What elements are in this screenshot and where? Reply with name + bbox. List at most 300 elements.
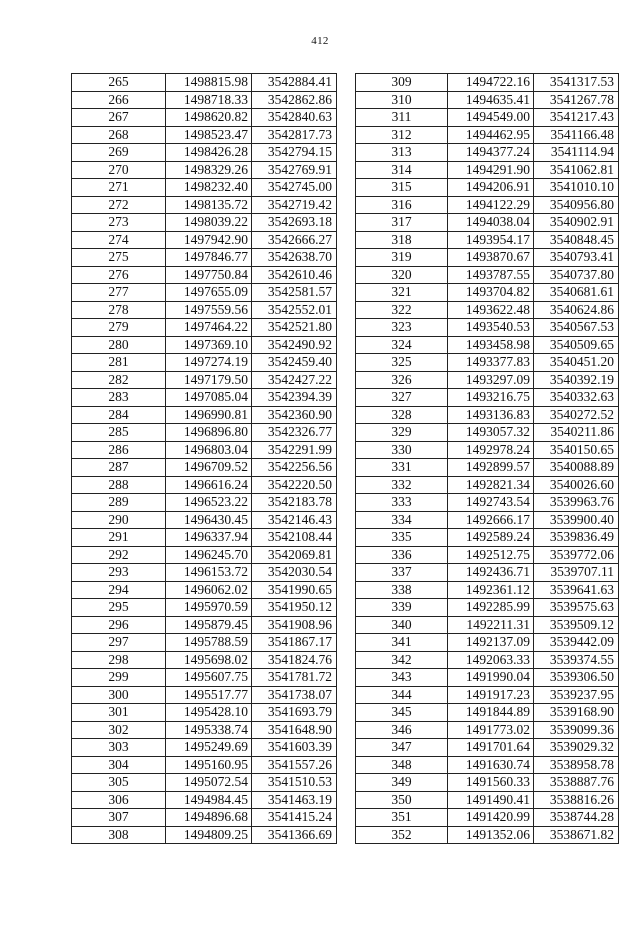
y-coordinate-cell: 3539900.40 [534, 511, 619, 529]
table-row [72, 301, 337, 319]
table-row [72, 791, 337, 809]
x-coordinate-cell: 1497942.90 [166, 231, 252, 249]
point-number-cell: 266 [72, 91, 166, 109]
table-row [72, 371, 337, 389]
y-coordinate-cell: 3540956.80 [534, 196, 619, 214]
table-row [72, 494, 337, 512]
x-coordinate-cell: 1496803.04 [166, 441, 252, 459]
point-number-cell: 292 [72, 546, 166, 564]
point-number-cell: 328 [356, 406, 448, 424]
table-row [356, 476, 619, 494]
x-coordinate-cell: 1494549.00 [448, 109, 534, 127]
point-number-cell: 272 [72, 196, 166, 214]
x-coordinate-cell: 1493057.32 [448, 424, 534, 442]
point-number-cell: 284 [72, 406, 166, 424]
y-coordinate-cell: 3539442.09 [534, 634, 619, 652]
table-row [356, 424, 619, 442]
table-row [72, 651, 337, 669]
x-coordinate-cell: 1493622.48 [448, 301, 534, 319]
table-row [356, 284, 619, 302]
table-row [72, 336, 337, 354]
page-number: 412 [311, 35, 329, 47]
table-row [72, 511, 337, 529]
table-row [356, 126, 619, 144]
x-coordinate-cell: 1494462.95 [448, 126, 534, 144]
table-row [72, 774, 337, 792]
x-coordinate-cell: 1492137.09 [448, 634, 534, 652]
point-number-cell: 283 [72, 389, 166, 407]
x-coordinate-cell: 1496896.80 [166, 424, 252, 442]
y-coordinate-cell: 3541557.26 [252, 756, 337, 774]
table-row [356, 371, 619, 389]
table-row [356, 109, 619, 127]
x-coordinate-cell: 1493704.82 [448, 284, 534, 302]
table-row [356, 651, 619, 669]
point-number-cell: 326 [356, 371, 448, 389]
y-coordinate-cell: 3540026.60 [534, 476, 619, 494]
point-number-cell: 333 [356, 494, 448, 512]
point-number-cell: 287 [72, 459, 166, 477]
y-coordinate-cell: 3542394.39 [252, 389, 337, 407]
point-number-cell: 310 [356, 91, 448, 109]
y-coordinate-cell: 3538887.76 [534, 774, 619, 792]
table-row [356, 336, 619, 354]
y-coordinate-cell: 3542719.42 [252, 196, 337, 214]
y-coordinate-cell: 3542183.78 [252, 494, 337, 512]
x-coordinate-cell: 1491701.64 [448, 739, 534, 757]
point-number-cell: 301 [72, 704, 166, 722]
point-number-cell: 282 [72, 371, 166, 389]
y-coordinate-cell: 3541648.90 [252, 721, 337, 739]
y-coordinate-cell: 3541693.79 [252, 704, 337, 722]
point-number-cell: 299 [72, 669, 166, 687]
x-coordinate-cell: 1493458.98 [448, 336, 534, 354]
coordinates-table-right [355, 73, 619, 844]
point-number-cell: 324 [356, 336, 448, 354]
y-coordinate-cell: 3539963.76 [534, 494, 619, 512]
point-number-cell: 320 [356, 266, 448, 284]
y-coordinate-cell: 3540509.65 [534, 336, 619, 354]
x-coordinate-cell: 1492285.99 [448, 599, 534, 617]
y-coordinate-cell: 3539641.63 [534, 581, 619, 599]
x-coordinate-cell: 1496616.24 [166, 476, 252, 494]
point-number-cell: 298 [72, 651, 166, 669]
table-row [356, 809, 619, 827]
table-row [72, 74, 337, 92]
y-coordinate-cell: 3542427.22 [252, 371, 337, 389]
table-row [72, 476, 337, 494]
table-row [72, 389, 337, 407]
point-number-cell: 295 [72, 599, 166, 617]
x-coordinate-cell: 1491490.41 [448, 791, 534, 809]
x-coordinate-cell: 1491917.23 [448, 686, 534, 704]
table-row [72, 196, 337, 214]
point-number-cell: 350 [356, 791, 448, 809]
table-row [356, 599, 619, 617]
table-row [356, 774, 619, 792]
x-coordinate-cell: 1494206.91 [448, 179, 534, 197]
point-number-cell: 343 [356, 669, 448, 687]
point-number-cell: 265 [72, 74, 166, 92]
point-number-cell: 274 [72, 231, 166, 249]
table-row [72, 616, 337, 634]
table-row [356, 179, 619, 197]
x-coordinate-cell: 1493540.53 [448, 319, 534, 337]
y-coordinate-cell: 3542220.50 [252, 476, 337, 494]
point-number-cell: 338 [356, 581, 448, 599]
point-number-cell: 285 [72, 424, 166, 442]
x-coordinate-cell: 1496990.81 [166, 406, 252, 424]
y-coordinate-cell: 3540567.53 [534, 319, 619, 337]
x-coordinate-cell: 1493954.17 [448, 231, 534, 249]
table-row [356, 546, 619, 564]
x-coordinate-cell: 1492211.31 [448, 616, 534, 634]
x-coordinate-cell: 1498620.82 [166, 109, 252, 127]
table-row [72, 406, 337, 424]
point-number-cell: 323 [356, 319, 448, 337]
x-coordinate-cell: 1492743.54 [448, 494, 534, 512]
table-row [72, 459, 337, 477]
table-row [72, 144, 337, 162]
x-coordinate-cell: 1492436.71 [448, 564, 534, 582]
x-coordinate-cell: 1495249.69 [166, 739, 252, 757]
x-coordinate-cell: 1498232.40 [166, 179, 252, 197]
point-number-cell: 280 [72, 336, 166, 354]
y-coordinate-cell: 3540902.91 [534, 214, 619, 232]
table-row [72, 91, 337, 109]
table-row [356, 494, 619, 512]
point-number-cell: 327 [356, 389, 448, 407]
y-coordinate-cell: 3542459.40 [252, 354, 337, 372]
table-row [356, 441, 619, 459]
y-coordinate-cell: 3541950.12 [252, 599, 337, 617]
point-number-cell: 336 [356, 546, 448, 564]
table-row [356, 249, 619, 267]
x-coordinate-cell: 1495698.02 [166, 651, 252, 669]
point-number-cell: 286 [72, 441, 166, 459]
y-coordinate-cell: 3538671.82 [534, 826, 619, 844]
x-coordinate-cell: 1495160.95 [166, 756, 252, 774]
point-number-cell: 312 [356, 126, 448, 144]
point-number-cell: 345 [356, 704, 448, 722]
point-number-cell: 297 [72, 634, 166, 652]
x-coordinate-cell: 1495428.10 [166, 704, 252, 722]
x-coordinate-cell: 1495072.54 [166, 774, 252, 792]
point-number-cell: 317 [356, 214, 448, 232]
x-coordinate-cell: 1497464.22 [166, 319, 252, 337]
point-number-cell: 334 [356, 511, 448, 529]
y-coordinate-cell: 3542146.43 [252, 511, 337, 529]
x-coordinate-cell: 1493216.75 [448, 389, 534, 407]
point-number-cell: 277 [72, 284, 166, 302]
y-coordinate-cell: 3539772.06 [534, 546, 619, 564]
y-coordinate-cell: 3542666.27 [252, 231, 337, 249]
y-coordinate-cell: 3540272.52 [534, 406, 619, 424]
y-coordinate-cell: 3542794.15 [252, 144, 337, 162]
table-row [356, 266, 619, 284]
y-coordinate-cell: 3539509.12 [534, 616, 619, 634]
y-coordinate-cell: 3542840.63 [252, 109, 337, 127]
y-coordinate-cell: 3541781.72 [252, 669, 337, 687]
point-number-cell: 309 [356, 74, 448, 92]
y-coordinate-cell: 3542552.01 [252, 301, 337, 319]
point-number-cell: 342 [356, 651, 448, 669]
y-coordinate-cell: 3540793.41 [534, 249, 619, 267]
point-number-cell: 293 [72, 564, 166, 582]
x-coordinate-cell: 1492821.34 [448, 476, 534, 494]
x-coordinate-cell: 1496523.22 [166, 494, 252, 512]
x-coordinate-cell: 1495338.74 [166, 721, 252, 739]
point-number-cell: 335 [356, 529, 448, 547]
table-row [356, 406, 619, 424]
point-number-cell: 270 [72, 161, 166, 179]
table-row [72, 721, 337, 739]
table-row [72, 266, 337, 284]
y-coordinate-cell: 3541217.43 [534, 109, 619, 127]
table-row [356, 739, 619, 757]
table-row [356, 529, 619, 547]
y-coordinate-cell: 3542326.77 [252, 424, 337, 442]
x-coordinate-cell: 1496709.52 [166, 459, 252, 477]
table-row [72, 581, 337, 599]
table-row [356, 634, 619, 652]
y-coordinate-cell: 3539168.90 [534, 704, 619, 722]
point-number-cell: 349 [356, 774, 448, 792]
table-row [356, 91, 619, 109]
table-row [356, 459, 619, 477]
table-row [356, 301, 619, 319]
point-number-cell: 276 [72, 266, 166, 284]
table-row [356, 826, 619, 844]
table-row [356, 354, 619, 372]
y-coordinate-cell: 3542069.81 [252, 546, 337, 564]
x-coordinate-cell: 1498329.26 [166, 161, 252, 179]
y-coordinate-cell: 3541366.69 [252, 826, 337, 844]
y-coordinate-cell: 3541603.39 [252, 739, 337, 757]
y-coordinate-cell: 3542030.54 [252, 564, 337, 582]
table-row [356, 511, 619, 529]
y-coordinate-cell: 3542490.92 [252, 336, 337, 354]
y-coordinate-cell: 3541415.24 [252, 809, 337, 827]
y-coordinate-cell: 3539707.11 [534, 564, 619, 582]
point-number-cell: 351 [356, 809, 448, 827]
y-coordinate-cell: 3541114.94 [534, 144, 619, 162]
table-row [356, 196, 619, 214]
y-coordinate-cell: 3540150.65 [534, 441, 619, 459]
y-coordinate-cell: 3541908.96 [252, 616, 337, 634]
point-number-cell: 330 [356, 441, 448, 459]
y-coordinate-cell: 3540737.80 [534, 266, 619, 284]
table-row [72, 529, 337, 547]
x-coordinate-cell: 1497559.56 [166, 301, 252, 319]
table-row [72, 161, 337, 179]
table-row [356, 319, 619, 337]
y-coordinate-cell: 3540848.45 [534, 231, 619, 249]
table-row [72, 179, 337, 197]
point-number-cell: 341 [356, 634, 448, 652]
x-coordinate-cell: 1492512.75 [448, 546, 534, 564]
table-row [72, 319, 337, 337]
x-coordinate-cell: 1497274.19 [166, 354, 252, 372]
point-number-cell: 278 [72, 301, 166, 319]
x-coordinate-cell: 1494896.68 [166, 809, 252, 827]
point-number-cell: 302 [72, 721, 166, 739]
point-number-cell: 319 [356, 249, 448, 267]
point-number-cell: 332 [356, 476, 448, 494]
table-row [356, 616, 619, 634]
table-row [356, 704, 619, 722]
table-row [72, 809, 337, 827]
x-coordinate-cell: 1496062.02 [166, 581, 252, 599]
y-coordinate-cell: 3538744.28 [534, 809, 619, 827]
table-row [72, 756, 337, 774]
point-number-cell: 269 [72, 144, 166, 162]
point-number-cell: 307 [72, 809, 166, 827]
y-coordinate-cell: 3541166.48 [534, 126, 619, 144]
x-coordinate-cell: 1495607.75 [166, 669, 252, 687]
y-coordinate-cell: 3539237.95 [534, 686, 619, 704]
point-number-cell: 303 [72, 739, 166, 757]
x-coordinate-cell: 1496153.72 [166, 564, 252, 582]
table-row [72, 546, 337, 564]
table-row [72, 634, 337, 652]
y-coordinate-cell: 3542862.86 [252, 91, 337, 109]
point-number-cell: 315 [356, 179, 448, 197]
point-number-cell: 344 [356, 686, 448, 704]
y-coordinate-cell: 3540451.20 [534, 354, 619, 372]
table-row [72, 231, 337, 249]
x-coordinate-cell: 1498135.72 [166, 196, 252, 214]
table-row [72, 441, 337, 459]
x-coordinate-cell: 1497179.50 [166, 371, 252, 389]
point-number-cell: 331 [356, 459, 448, 477]
point-number-cell: 290 [72, 511, 166, 529]
table-body-right [356, 74, 619, 844]
x-coordinate-cell: 1494038.04 [448, 214, 534, 232]
x-coordinate-cell: 1494809.25 [166, 826, 252, 844]
table-row [72, 354, 337, 372]
point-number-cell: 267 [72, 109, 166, 127]
x-coordinate-cell: 1491420.99 [448, 809, 534, 827]
table-row [356, 389, 619, 407]
point-number-cell: 279 [72, 319, 166, 337]
table-row [72, 126, 337, 144]
table-body-left [72, 74, 337, 844]
point-number-cell: 352 [356, 826, 448, 844]
table-row [72, 739, 337, 757]
y-coordinate-cell: 3542884.41 [252, 74, 337, 92]
point-number-cell: 348 [356, 756, 448, 774]
y-coordinate-cell: 3540624.86 [534, 301, 619, 319]
table-row [72, 599, 337, 617]
y-coordinate-cell: 3539306.50 [534, 669, 619, 687]
x-coordinate-cell: 1491773.02 [448, 721, 534, 739]
table-row [356, 74, 619, 92]
y-coordinate-cell: 3540392.19 [534, 371, 619, 389]
y-coordinate-cell: 3542693.18 [252, 214, 337, 232]
point-number-cell: 288 [72, 476, 166, 494]
x-coordinate-cell: 1495517.77 [166, 686, 252, 704]
table-row [356, 214, 619, 232]
point-number-cell: 347 [356, 739, 448, 757]
table-row [72, 109, 337, 127]
x-coordinate-cell: 1496430.45 [166, 511, 252, 529]
y-coordinate-cell: 3542638.70 [252, 249, 337, 267]
y-coordinate-cell: 3539374.55 [534, 651, 619, 669]
y-coordinate-cell: 3542769.91 [252, 161, 337, 179]
point-number-cell: 346 [356, 721, 448, 739]
table-row [356, 756, 619, 774]
x-coordinate-cell: 1495788.59 [166, 634, 252, 652]
table-row [356, 144, 619, 162]
point-number-cell: 281 [72, 354, 166, 372]
y-coordinate-cell: 3541463.19 [252, 791, 337, 809]
y-coordinate-cell: 3542291.99 [252, 441, 337, 459]
y-coordinate-cell: 3541317.53 [534, 74, 619, 92]
point-number-cell: 308 [72, 826, 166, 844]
y-coordinate-cell: 3540088.89 [534, 459, 619, 477]
x-coordinate-cell: 1498815.98 [166, 74, 252, 92]
x-coordinate-cell: 1493136.83 [448, 406, 534, 424]
x-coordinate-cell: 1491844.89 [448, 704, 534, 722]
y-coordinate-cell: 3538958.78 [534, 756, 619, 774]
point-number-cell: 321 [356, 284, 448, 302]
point-number-cell: 294 [72, 581, 166, 599]
y-coordinate-cell: 3539836.49 [534, 529, 619, 547]
table-row [356, 564, 619, 582]
point-number-cell: 322 [356, 301, 448, 319]
x-coordinate-cell: 1498718.33 [166, 91, 252, 109]
point-number-cell: 329 [356, 424, 448, 442]
y-coordinate-cell: 3541867.17 [252, 634, 337, 652]
x-coordinate-cell: 1491560.33 [448, 774, 534, 792]
y-coordinate-cell: 3541010.10 [534, 179, 619, 197]
x-coordinate-cell: 1494377.24 [448, 144, 534, 162]
y-coordinate-cell: 3541990.65 [252, 581, 337, 599]
table-row [72, 214, 337, 232]
y-coordinate-cell: 3541824.76 [252, 651, 337, 669]
table-row [356, 581, 619, 599]
x-coordinate-cell: 1494984.45 [166, 791, 252, 809]
point-number-cell: 275 [72, 249, 166, 267]
x-coordinate-cell: 1493787.55 [448, 266, 534, 284]
y-coordinate-cell: 3540681.61 [534, 284, 619, 302]
point-number-cell: 296 [72, 616, 166, 634]
x-coordinate-cell: 1494122.29 [448, 196, 534, 214]
y-coordinate-cell: 3539575.63 [534, 599, 619, 617]
table-row [72, 249, 337, 267]
point-number-cell: 325 [356, 354, 448, 372]
x-coordinate-cell: 1496245.70 [166, 546, 252, 564]
y-coordinate-cell: 3542817.73 [252, 126, 337, 144]
point-number-cell: 313 [356, 144, 448, 162]
point-number-cell: 305 [72, 774, 166, 792]
y-coordinate-cell: 3539029.32 [534, 739, 619, 757]
table-row [356, 669, 619, 687]
y-coordinate-cell: 3542581.57 [252, 284, 337, 302]
x-coordinate-cell: 1498426.28 [166, 144, 252, 162]
table-row [72, 826, 337, 844]
x-coordinate-cell: 1498039.22 [166, 214, 252, 232]
x-coordinate-cell: 1496337.94 [166, 529, 252, 547]
y-coordinate-cell: 3538816.26 [534, 791, 619, 809]
x-coordinate-cell: 1497655.09 [166, 284, 252, 302]
coordinates-table-left [71, 73, 337, 844]
point-number-cell: 268 [72, 126, 166, 144]
y-coordinate-cell: 3542521.80 [252, 319, 337, 337]
y-coordinate-cell: 3540332.63 [534, 389, 619, 407]
y-coordinate-cell: 3540211.86 [534, 424, 619, 442]
